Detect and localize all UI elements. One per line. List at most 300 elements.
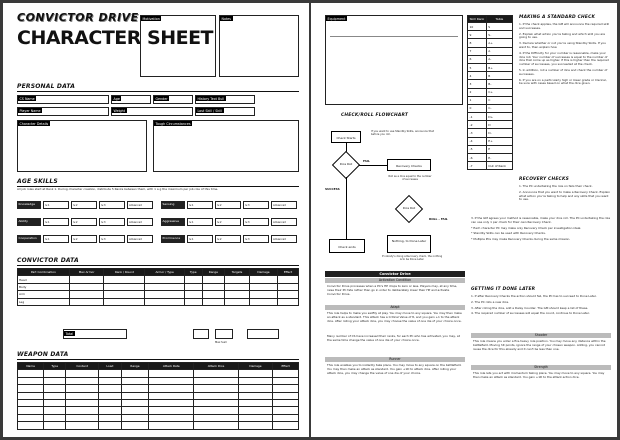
page-title: CHARACTER SHEET [17, 27, 214, 49]
table-cell[interactable] [202, 291, 224, 298]
table-cell[interactable] [273, 370, 299, 377]
table-cell[interactable] [104, 291, 145, 298]
dice-roll-label: Dice Roll [339, 162, 353, 166]
table-row [18, 370, 299, 377]
table-cell[interactable] [273, 377, 299, 384]
table-cell: -6 [468, 154, 487, 162]
strength-header: Strength [471, 365, 611, 370]
table-row [468, 23, 513, 31]
table-row [18, 283, 299, 290]
recovery-checks-heading: RECOVERY CHECKS [519, 177, 569, 182]
table-header-row [18, 269, 299, 276]
cs-name-label: CS Name [19, 96, 35, 101]
table-cell[interactable] [184, 291, 202, 298]
table-cell[interactable] [18, 399, 44, 406]
row-label: Leg [18, 298, 70, 305]
table-cell[interactable] [249, 291, 277, 298]
table-cell: C- [486, 104, 512, 112]
table-cell[interactable] [149, 392, 194, 399]
table-cell[interactable] [149, 377, 194, 384]
gender-field[interactable] [153, 95, 193, 104]
divider [17, 265, 299, 266]
table-row [468, 154, 513, 162]
skill-rank-label: Advanced [273, 221, 286, 224]
table-cell[interactable] [149, 370, 194, 377]
column-header: Damage [238, 363, 273, 370]
table-cell[interactable] [225, 276, 250, 283]
skill-name: Cooperation [17, 235, 41, 243]
skills-heading: AGE SKILLS [17, 178, 58, 185]
table-cell[interactable] [194, 370, 238, 377]
table-cell[interactable] [104, 298, 145, 305]
rules-reference-page [311, 3, 617, 437]
skill-rank-cell[interactable] [43, 235, 69, 243]
table-cell[interactable] [18, 392, 44, 399]
lost-skill-label: Lost Skill / Skill [197, 108, 223, 113]
table-cell[interactable] [18, 370, 44, 377]
skill-rank-label: lv.1 [189, 204, 194, 207]
convictor-table [17, 268, 299, 306]
table-cell[interactable] [44, 407, 66, 414]
table-cell[interactable] [149, 422, 194, 429]
table-cell: B+ [486, 63, 512, 71]
motivation-label: Motivation [142, 16, 160, 21]
column-header: Damage [249, 269, 277, 276]
column-header: Table [486, 16, 512, 23]
skill-name: Ability [17, 218, 41, 226]
table-cell[interactable] [69, 276, 104, 283]
table-cell[interactable] [44, 414, 66, 421]
skills-note: All job roles start at Rank 1. During character creation, distribute 5 Ranks between them, with 1 a g the maximum per job role of this time. [17, 187, 219, 191]
table-cell: C [486, 96, 512, 104]
table-cell[interactable] [149, 414, 194, 421]
table-cell[interactable] [44, 392, 66, 399]
table-cell: -1 [468, 113, 487, 121]
table-cell[interactable] [273, 392, 299, 399]
skill-rank-cell[interactable] [71, 201, 97, 209]
table-cell[interactable] [238, 392, 273, 399]
skill-rank-label: lv.3 [101, 204, 106, 207]
runner-header: Runner [325, 357, 465, 362]
skill-rank-label: lv.1 [45, 221, 50, 224]
step-text: 1. If after Recovery Checks the action should fail, the PC has to succeed to Done Later. [471, 294, 597, 298]
table-cell[interactable] [273, 399, 299, 406]
column-header: Name [18, 363, 44, 370]
table-cell[interactable] [238, 414, 273, 421]
column-header: Armor / Type [145, 269, 184, 276]
gender-label: Gender [155, 96, 168, 101]
skill-rank-cell[interactable] [215, 235, 241, 243]
column-header: Rank / Round [104, 269, 145, 276]
table-cell: -5 [468, 145, 487, 153]
weapon-data-heading: WEAPON DATA [17, 351, 69, 358]
table-cell: E+ [486, 137, 512, 145]
table-cell[interactable] [238, 407, 273, 414]
table-cell: -2 [468, 121, 487, 129]
recovery-check-node: Recovery Checks [387, 159, 431, 171]
strength-text: This role lets you act with momentum taking place. You may move to any square. You may then make an attack as standard. You gain +1D to the attack action dice. [473, 371, 605, 379]
skill-rank-cell[interactable] [271, 218, 297, 226]
table-cell[interactable] [121, 370, 149, 377]
table-cell: E- [486, 154, 512, 162]
skill-rank-label: lv.3 [245, 238, 250, 241]
table-cell[interactable] [249, 276, 277, 283]
table-row [468, 47, 513, 55]
table-cell: D+ [486, 113, 512, 121]
table-cell[interactable] [225, 283, 250, 290]
table-cell[interactable] [225, 291, 250, 298]
character-details-label: Character Details [19, 121, 49, 126]
done-later-heading: GETTING IT DONE LATER [471, 287, 536, 292]
adapt-header: Adapt [325, 305, 465, 310]
recovery-notes [471, 217, 611, 244]
lost-skill-field[interactable] [195, 107, 255, 116]
skill-name: Prominence [161, 235, 185, 243]
age-field[interactable] [111, 95, 151, 104]
table-cell[interactable] [278, 298, 299, 305]
table-cell[interactable] [66, 422, 99, 429]
table-cell[interactable] [44, 377, 66, 384]
step-text: 1. If the check applies, the GM will announce the required skill and successes. [519, 22, 610, 30]
skill-rank-cell[interactable] [215, 201, 241, 209]
convictor-data-heading: CONVICTOR DATA [17, 257, 79, 264]
personal-data-heading: PERSONAL DATA [17, 83, 76, 90]
table-row [468, 162, 513, 170]
table-cell[interactable] [99, 385, 122, 392]
table-cell: 0 [468, 104, 487, 112]
table-cell[interactable] [99, 422, 122, 429]
making-check-steps [519, 23, 611, 88]
skill-rank-cell[interactable] [243, 218, 269, 226]
table-cell[interactable] [278, 276, 299, 283]
step-text: 4. The required number of successes will equal the count, continue to Done Later. [471, 311, 590, 316]
skill-rank-cell[interactable] [127, 235, 153, 243]
table-cell: D [486, 121, 512, 129]
skill-rank-cell[interactable] [127, 218, 153, 226]
convictor-drive-header: Convictor Drive [325, 271, 465, 277]
table-cell[interactable] [273, 422, 299, 429]
table-row [18, 414, 299, 421]
column-header: Content [66, 363, 99, 370]
skill-rank-cell[interactable] [271, 201, 297, 209]
age-label: Age [113, 96, 120, 101]
skill-rank-label: lv.3 [245, 221, 250, 224]
table-cell[interactable] [249, 298, 277, 305]
table-cell: 7 [468, 47, 487, 55]
table-row [468, 55, 513, 63]
column-header: Part Combination [18, 269, 70, 276]
character-details-box[interactable] [17, 120, 147, 172]
table-row [468, 96, 513, 104]
table-cell[interactable] [149, 407, 194, 414]
table-cell[interactable] [69, 298, 104, 305]
max-sum-a[interactable] [193, 329, 209, 339]
table-row [468, 63, 513, 71]
character-sheet-page [3, 3, 309, 437]
table-cell[interactable] [121, 399, 149, 406]
table-cell[interactable] [66, 392, 99, 399]
skill-rank-cell[interactable] [243, 235, 269, 243]
flow-arrow [359, 165, 387, 166]
table-row [18, 276, 299, 283]
table-cell[interactable] [18, 422, 44, 429]
table-cell[interactable] [99, 414, 122, 421]
table-cell: A- [486, 55, 512, 63]
table-cell[interactable] [145, 276, 184, 283]
table-cell: A+ [486, 39, 512, 47]
table-cell[interactable] [44, 385, 66, 392]
table-cell[interactable] [238, 377, 273, 384]
table-cell[interactable] [121, 377, 149, 384]
flowchart-title: CHECK/ROLL FLOWCHART [341, 113, 409, 118]
skill-rank-cell[interactable] [43, 218, 69, 226]
skill-name: Aggressive [161, 218, 185, 226]
table-cell[interactable] [194, 414, 238, 421]
divider [17, 359, 299, 360]
max-sum-b[interactable] [215, 329, 233, 339]
table-cell[interactable] [99, 370, 122, 377]
table-cell: -7 [468, 162, 487, 170]
skill-rank-label: Advanced [129, 238, 142, 241]
skill-rank-cell[interactable] [271, 235, 297, 243]
skill-rank-label: lv.2 [73, 221, 78, 224]
dice-roll-2-label: Dice Roll [402, 206, 416, 210]
column-header: Load [99, 363, 122, 370]
skill-rank-label: lv.1 [189, 221, 194, 224]
weight-field[interactable] [111, 107, 193, 116]
table-cell[interactable] [121, 392, 149, 399]
runner-text: This role enables you to instantly take place. You may move to any square on the battlefield. You may then make an attack as standard. You gain +1D to attack dice. After rolling your attack dice, you may change the value of one die of your choice. [327, 363, 462, 375]
skill-rank-label: Advanced [129, 204, 142, 207]
table-cell[interactable] [66, 385, 99, 392]
table-cell[interactable] [273, 385, 299, 392]
equipment-label: Equipment [327, 16, 346, 21]
table-cell[interactable] [145, 291, 184, 298]
skill-rank-cell[interactable] [127, 201, 153, 209]
convictor-drive-text: Convictor Drive processes when a PC's HP drops to zero or less. Players may, at any time, raise their PC fate rather than go in order to deliberately lower their HP and activate Convictor Drive. [327, 284, 458, 296]
table-cell[interactable] [121, 407, 149, 414]
table-cell[interactable] [18, 414, 44, 421]
table-cell[interactable] [66, 414, 99, 421]
table-cell[interactable] [18, 407, 44, 414]
total-field[interactable] [63, 329, 127, 339]
table-cell: S- [486, 31, 512, 39]
tough-circumstances-box[interactable] [153, 120, 299, 172]
table-cell[interactable] [99, 392, 122, 399]
divider [17, 91, 299, 92]
recovery-steps [519, 185, 611, 204]
table-cell[interactable] [278, 291, 299, 298]
equipment-box[interactable] [325, 15, 463, 105]
table-cell[interactable] [278, 283, 299, 290]
table-cell[interactable] [18, 377, 44, 384]
skill-rank-cell[interactable] [71, 235, 97, 243]
table-cell[interactable] [273, 407, 299, 414]
column-header: Effect [278, 269, 299, 276]
column-header: Range [202, 269, 224, 276]
row-label: Body [18, 283, 70, 290]
table-cell[interactable] [145, 298, 184, 305]
table-cell[interactable] [44, 399, 66, 406]
table-cell: 9 [468, 31, 487, 39]
activation-condition-header: Activation Condition [325, 278, 465, 283]
table-cell[interactable] [99, 399, 122, 406]
table-cell[interactable] [202, 298, 224, 305]
skill-rank-cell[interactable] [99, 201, 125, 209]
skill-rank-cell[interactable] [187, 235, 213, 243]
row-label: Head [18, 276, 70, 283]
skill-rank-label: Advanced [273, 238, 286, 241]
table-row [468, 121, 513, 129]
table-cell[interactable] [273, 414, 299, 421]
table-cell[interactable] [66, 399, 99, 406]
skill-rank-label: lv.3 [245, 204, 250, 207]
table-row [18, 399, 299, 406]
motivation-box[interactable] [140, 15, 216, 77]
table-cell[interactable] [184, 283, 202, 290]
table-cell: B- [486, 80, 512, 88]
table-cell[interactable] [194, 399, 238, 406]
step-text: * Standby Skills can be used with Recovery Checks. [471, 231, 546, 236]
skill-rank-cell[interactable] [43, 201, 69, 209]
table-cell[interactable] [69, 283, 104, 290]
done-later-node: Nothing, to Done Later [387, 235, 431, 253]
table-cell[interactable] [121, 385, 149, 392]
column-header: Max Armor [69, 269, 104, 276]
table-row [18, 392, 299, 399]
table-cell[interactable] [249, 283, 277, 290]
table-cell[interactable] [184, 298, 202, 305]
table-cell[interactable] [99, 377, 122, 384]
skill-rank-label: lv.3 [101, 221, 106, 224]
column-header: Skill Rank [468, 16, 487, 23]
table-cell[interactable] [66, 377, 99, 384]
step-text: 5. In addition, roll a number of dice and check the number of successes. [519, 67, 608, 76]
table-cell[interactable] [202, 276, 224, 283]
table-cell[interactable] [238, 370, 273, 377]
table-cell[interactable] [121, 422, 149, 429]
table-cell: E [486, 145, 512, 153]
making-check-heading: MAKING A STANDARD CHECK [519, 15, 596, 20]
table-cell[interactable] [194, 407, 238, 414]
skill-rank-label: lv.2 [217, 204, 222, 207]
table-row [18, 407, 299, 414]
skill-rank-label: lv.1 [45, 204, 50, 207]
skill-name: Sensing [161, 201, 185, 209]
column-header: Range [121, 363, 149, 370]
skill-rank-cell[interactable] [71, 218, 97, 226]
table-cell: -3 [468, 129, 487, 137]
table-cell: D- [486, 129, 512, 137]
history-field[interactable] [195, 95, 255, 104]
table-cell[interactable] [18, 385, 44, 392]
row-label: Arm [18, 291, 70, 298]
table-cell: 1 [468, 96, 487, 104]
table-cell: 8 [468, 39, 487, 47]
skill-rank-label: lv.2 [217, 221, 222, 224]
table-cell: 6 [468, 55, 487, 63]
table-cell[interactable] [69, 291, 104, 298]
table-cell[interactable] [194, 392, 238, 399]
adapt-text-2: Many number of CS have increased their ranks, for each PC who has activated, you may, at the same time change the value of one die of your choice once. [327, 334, 460, 342]
table-row [18, 291, 299, 298]
table-cell[interactable] [194, 385, 238, 392]
table-cell[interactable] [149, 385, 194, 392]
table-cell: 10 [468, 23, 487, 31]
step-text: 4. If the Difficulty for your number is reasonable, make your dice roll. Your number of successes is equal to the number of dice that come up as higher. If this is higher than the required number of successes, you succeeded at the check. [519, 50, 609, 67]
table-cell[interactable] [194, 377, 238, 384]
table-cell: 5 [468, 63, 487, 71]
player-name-field[interactable] [17, 107, 109, 116]
table-cell[interactable] [184, 276, 202, 283]
skill-rank-cell[interactable] [243, 201, 269, 209]
table-row [18, 385, 299, 392]
skill-rank-cell[interactable] [99, 235, 125, 243]
table-cell: 2 [468, 88, 487, 96]
table-cell[interactable] [104, 276, 145, 283]
step-text: 3. Declare whether or not you're using Standby Skills. If you want to, then explain how. [519, 41, 606, 49]
table-cell[interactable] [44, 370, 66, 377]
table-cell[interactable] [121, 414, 149, 421]
table-cell: 4 [468, 72, 487, 80]
step-text: * Each character PC may make only Recovery Check per investigation ideal. [471, 225, 582, 230]
table-row [468, 39, 513, 47]
table-cell[interactable] [104, 283, 145, 290]
table-cell[interactable] [149, 399, 194, 406]
skill-name: Knowledge [17, 201, 41, 209]
table-cell[interactable] [238, 385, 273, 392]
table-cell: C+ [486, 88, 512, 96]
skill-rank-label: lv.2 [217, 238, 222, 241]
weapon-table [17, 362, 299, 430]
step-text: * Multiple PCs may make Recovery Checks during the same mission. [471, 237, 571, 242]
flow-note-3: If nobody's doing a Recovery check, the nothing is to be Done Later. [381, 255, 443, 261]
table-cell[interactable] [44, 422, 66, 429]
notes-box[interactable] [219, 15, 299, 77]
table-cell[interactable] [194, 422, 238, 429]
total-label: Total [65, 331, 74, 336]
table-cell[interactable] [238, 422, 273, 429]
table-row [468, 129, 513, 137]
skill-rank-cell[interactable] [187, 201, 213, 209]
skill-rank-cell[interactable] [215, 218, 241, 226]
column-header: Targets [225, 269, 250, 276]
table-row [18, 298, 299, 305]
table-row [468, 104, 513, 112]
table-cell[interactable] [225, 298, 250, 305]
step-text: 2. Announce that you want to make a Recovery Check. Explain what action you're taking to help and any skills that you want to use. [519, 189, 611, 202]
table-cell: S [486, 23, 512, 31]
table-cell[interactable] [145, 283, 184, 290]
cs-name-field[interactable] [17, 95, 109, 104]
table-cell[interactable] [66, 370, 99, 377]
skill-rank-cell[interactable] [187, 218, 213, 226]
step-text: 2. The PC rolls a new dice. [471, 299, 510, 304]
step-text: 1. The PC undertaking the role on fails their check. [519, 184, 593, 188]
table-cell[interactable] [238, 399, 273, 406]
skill-rank-label: lv.2 [73, 204, 78, 207]
column-header: Type [44, 363, 66, 370]
skill-rank-cell[interactable] [99, 218, 125, 226]
shooter-text: This role means you enter a fire-heavy role position. You may move any distance within the battlefield. Moving hit points, ignore the range of your chosen weapon. Adding, you cannot reuse the dice for this already and it can't be less than one. [473, 339, 606, 351]
column-header: Effect [273, 363, 299, 370]
table-cell[interactable] [202, 283, 224, 290]
skill-rank-label: lv.1 [189, 238, 194, 241]
table-cell[interactable] [66, 407, 99, 414]
max-sum-c[interactable] [247, 329, 279, 339]
table-cell[interactable] [99, 407, 122, 414]
table-row [468, 113, 513, 121]
